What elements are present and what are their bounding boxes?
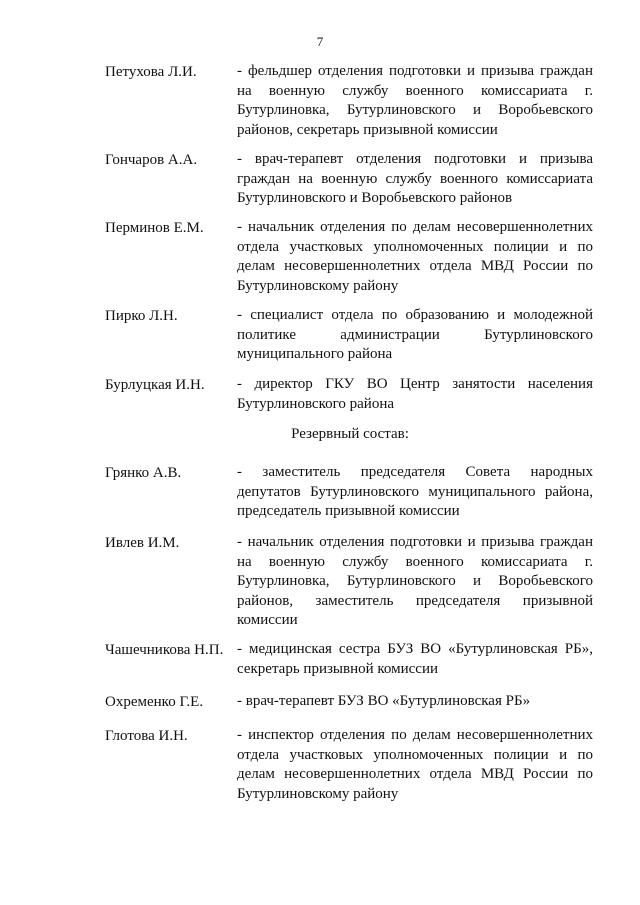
- member-name: Бурлуцкая И.Н.: [105, 377, 205, 393]
- reserve-section-title: Резервный состав:: [291, 426, 409, 442]
- member-name: Глотова И.Н.: [105, 728, 188, 744]
- member-name: Перминов Е.М.: [105, 220, 204, 236]
- member-name: Грянко А.В.: [105, 465, 182, 481]
- member-description: - врач-терапевт отделения подготовки и призыва граждан на военную службу военного комиссариата Бутурлиновского и Воробьевского районов: [237, 151, 593, 206]
- member-description: - инспектор отделения по делам несовершеннолетних отдела участковых уполномоченных полиции и по делам несовершеннолетних отдела МВД России по Бутурлиновскому району: [237, 727, 593, 802]
- member-description: - начальник отделения подготовки и призыва граждан на военную службу военного комиссариата г. Бутурлиновка, Бутурлиновского и Воробьевского районов, заместитель председателя призывной комиссии: [237, 534, 593, 628]
- member-name: Чашечникова Н.П.: [105, 642, 224, 658]
- member-description: - врач-терапевт БУЗ ВО «Бутурлиновская РБ»: [237, 693, 531, 709]
- member-name: Пирко Л.Н.: [105, 308, 178, 324]
- member-description: - директор ГКУ ВО Центр занятости населения Бутурлиновского района: [237, 376, 593, 412]
- member-name: Охременко Г.Е.: [105, 694, 204, 710]
- member-description: - фельдшер отделения подготовки и призыва граждан на военную службу военного комиссариата г. Бутурлиновка, Бутурлиновского и Воробьевского районов, секретарь призывной комиссии: [237, 63, 593, 138]
- member-description: - заместитель председателя Совета народных депутатов Бутурлиновского муниципального района, председатель призывной комиссии: [237, 464, 593, 519]
- member-description: - специалист отдела по образованию и молодежной политике администрации Бутурлиновского муниципального района: [237, 307, 593, 362]
- member-name: Гончаров А.А.: [105, 152, 198, 168]
- member-description: - начальник отделения по делам несовершеннолетних отдела участковых уполномоченных полиции и по делам несовершеннолетних отдела МВД России по Бутурлиновскому району: [237, 219, 593, 294]
- member-name: Ивлев И.М.: [105, 535, 180, 551]
- member-description: - медицинская сестра БУЗ ВО «Бутурлиновская РБ», секретарь призывной комиссии: [237, 641, 593, 677]
- member-name: Петухова Л.И.: [105, 64, 197, 80]
- page-number: 7: [316, 34, 324, 49]
